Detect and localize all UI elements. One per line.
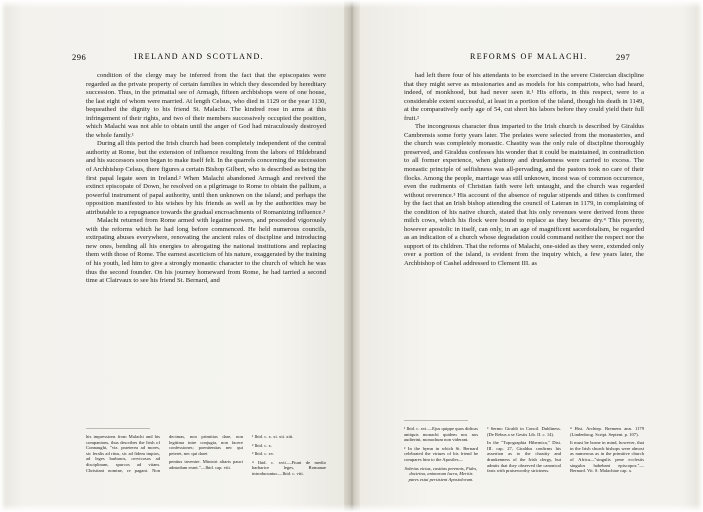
footnote: ² Ibid. c. x.: [252, 442, 273, 448]
right-footnote-rule: [404, 420, 468, 421]
right-page-footnotes: [404, 426, 644, 482]
footnote: ⁴ Ibid. c. xvii.—Fiunt de medio barbarice leges, Romanae introducuntur.—Ibid. c. viii.: [252, 459, 326, 476]
footnote: ⁴ Hist. Archiep. Bremens ann. 1179 (Lindenbrog. Script. Septent. p. 107).: [570, 426, 644, 437]
footnote: ³ Ibid. c. xv.: [252, 451, 275, 457]
right-page-edge: [697, 0, 703, 512]
footnote-verse: Sobrius victus, castitas perennis, Fides, doctrina, animarum lucra, Meritis pares estui persistent Apostolorum.: [404, 465, 478, 482]
paragraph: Malachi returned from Rome armed with legatine powers, and proceeded vigorously with the reforms which he had long before commenced. He held numerous councils, extirpating abuses everywhere, renovating the ancient rules of discipline and introducing new ones, bending all his energies to abrogating the national institutions and replacing them with those of Rome. The earnest asceticism of his nature, exaggerated by the training of his youth, led him to give a strongly monastic character to the church of which he was thus the second founder. On his journey homeward from Rome, he had tarried a second time at Clairvaux to see his friend St. Bernard, and: [86, 217, 326, 285]
paragraph: The incongruous character thus imparted to the Irish church is described by Giraldus Cambrensis some forty years later. The prelates were selected from the monasteries, and the church was completely monastic. Chastity was the only rule of discipline thoroughly preserved, and Giraldus confesses his wonder that it could be maintained, in contradiction to all former experience, when gluttony and drunkenness were carried to excess. The monastic principle of selfishness was all-pervading, and the pastors took no care of their flocks. Among the people, marriage was still unknown, incest was of common occurrence, even the rudiments of Christian faith were left untaught, and the church was regarded without reverence.³ His account of the absence of regular stipends and tithes is confirmed by the fact that an Irish bishop attending the council of Lateran in 1179, in complaining of the condition of his native church, stated that his only revenues were derived from three milch cows, which his flock were bound to replace as they became dry.⁴ This poverty, however apostolic in itself, can only, in an age of magnificent sacerdotalism, be regarded as an indication of a church whose degradation could command neither the respect nor the support of its children. That the reforms of Malachi, one-sided as they were, extended only over a portion of the island, is evident from the inquiry which, a few years later, the Archbishop of Cashel addressed to Clement III. as: [404, 123, 644, 268]
footnote: penitus invenire. Ministri altaris pauci admodum erant."—Ibid. cap. viii.: [169, 459, 243, 470]
bottom-fade: [0, 504, 703, 512]
left-footnote-rule: [86, 428, 150, 429]
paragraph: had left there four of his attendants to be exercised in the severe Cistercian discipline that they might serve as missionaries and as models for his compatriots, who had heard, indeed, of monkhood, but had never seen it.¹ His efforts, in this respect, were to a considerable extent successful, at least in a portion of the island, though his death in 1149, at the comparatively early age of 54, cut short his labors before they could yield their full fruit.²: [404, 72, 644, 122]
left-running-head: IRELAND AND SCOTLAND.: [134, 52, 265, 61]
footnote: his impressions from Malachi and his companions, thus describes the Irish of Connaught, "viz. praeterea ad mores, sic feralis ad ritus, sic ad fidem impios, ad leges barbaros, cervicosos ad disciplinam, spurcos ad vitam. Christiani nomine, re pagani. Non decimas, non primitias dare, non legitima inire conjugia, non facere confessiones; poenitentias nec qui peteret, nec qui daret: [86, 434, 243, 473]
right-page-number: 297: [616, 52, 631, 62]
footnote: It must be borne in mind, however, that in the Irish church bishops were almost as numerous as in the primitive church of Africa—"singulis pene ecclesiis singulos habebant episcopos."—Bernard. Vit. S. Malachiae cap. x.: [570, 440, 644, 474]
right-running-head: REFORMS OF MALACHI.: [470, 52, 588, 61]
left-page-edge: [0, 0, 6, 512]
footnote: ¹ Ibid. c. x. xi. xii. xiii.: [252, 434, 294, 439]
paragraph: condition of the clergy may be inferred from the fact that the episcopates were regarded as the private property of certain families in which they descended by hereditary succession. Thus, in the primatial see of Armagh, fifteen archbishops were of one house, the last eight of whom were married. At length Celsus, who died in 1129 or the year 1130, bequeathed the dignity to his friend St. Malachi. The kindred rose in arms at this infringement of their rights, and two of their members successively occupied the position, which Malachi was not able to obtain until the anger of God had miraculously destroyed the whole family.¹: [86, 72, 326, 139]
footnote: ¹ Ibid. c. xvi.—Ejus quippe quos didicas antiquis monachi quidem nos nos audierint, monachum non viderant.: [404, 426, 478, 443]
left-page-number: 296: [72, 52, 87, 62]
left-page-footnotes: [86, 434, 326, 477]
right-page-body: [404, 72, 644, 269]
footnote: ² In the hymn in which St. Bernard celebrated the virtues of his friend he compares him to the Apostles—: [404, 445, 478, 462]
footnote: In the "Topographia Hibernica," Dist. III. cap. 27, Giraldus confirms his assertion as to the chastity and drunkenness of the Irish clergy, but admits that they observed the canonical fasts with praiseworthy strictness.: [487, 440, 561, 474]
footnote: ³ Sermo Giraldi in Concil. Dubliness. (De Rebus a se Gestis Lib. II. c. 14).: [487, 426, 561, 437]
left-page-body: [86, 72, 326, 286]
top-fade: [0, 0, 703, 8]
book-gutter: [344, 0, 360, 512]
paragraph: During all this period the Irish church had been completely independent of the central authority at Rome, but the extension of influence resulting from the labors of Hildebrand and his successors soon began to make itself felt. In the quarrels concerning the succession of Archbishop Celsus, there figures a certain Bishop Gilbert, who is described as being the first papal legate seen in Ireland.² When Malachi abandoned Armagh and revived the extinct episcopate of Down, he resolved on a pilgrimage to Rome to obtain the pallium, a powerful instrument of papal authority, until then unknown on the island; and perhaps the opposition manifested to his wishes by his friends as well as by the authorities may be attributable to a repugnance towards the gradual encroachments of Romanizing influence.³: [86, 140, 326, 216]
